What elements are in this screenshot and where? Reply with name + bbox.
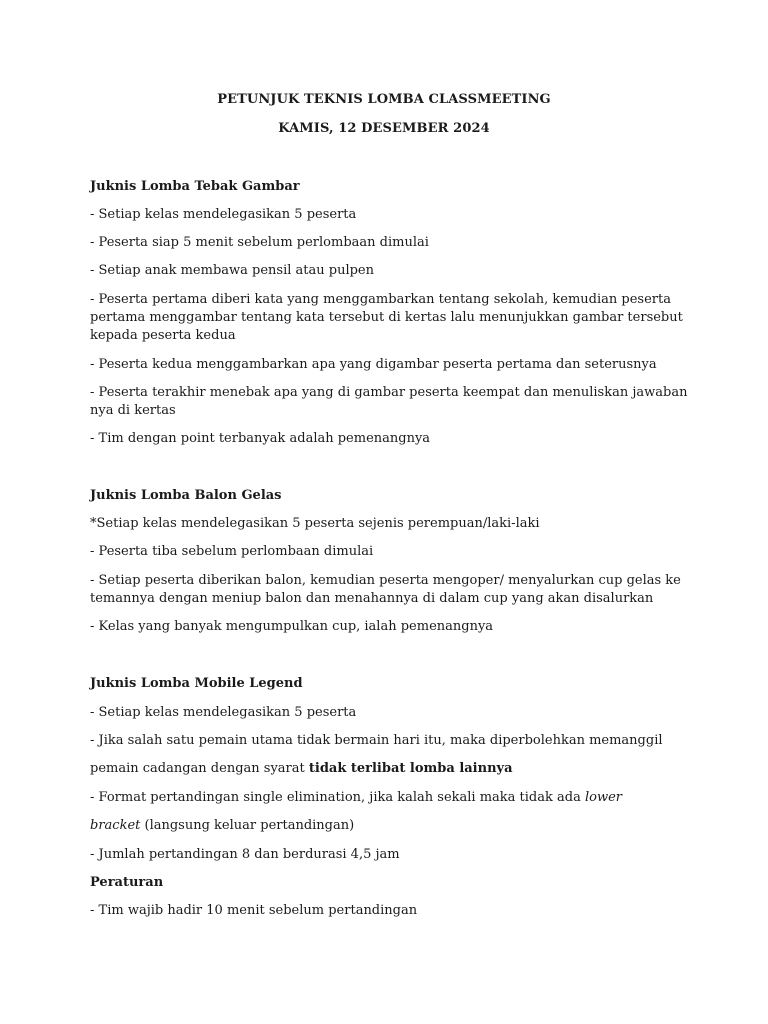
list-item: - Peserta terakhir menebak apa yang di gambar peserta keempat dan menuliskan jawaban nya di kertas <box>90 385 688 418</box>
list-item: - Peserta siap 5 menit sebelum perlombaan dimulai <box>90 235 429 250</box>
list-item: *Setiap kelas mendelegasikan 5 peserta sejenis perempuan/laki-laki <box>90 516 540 531</box>
list-item: - Peserta pertama diberi kata yang menggambarkan tentang sekolah, kemudian peserta pertama menggambar tentang kata tersebut di kertas lalu menunjukkan gambar tersebut kepada peserta kedua <box>90 292 683 343</box>
format-text: - Format pertandingan single elimination, jika kalah sekali maka tidak ada <box>90 790 585 805</box>
list-item: - Peserta tiba sebelum perlombaan dimulai <box>90 544 374 559</box>
list-item: - Jika salah satu pemain utama tidak bermain hari itu, maka diperbolehkan memanggil <box>90 733 663 748</box>
list-item: - Tim wajib hadir 10 menit sebelum pertandingan <box>90 903 418 918</box>
rules-heading: Peraturan <box>90 875 164 890</box>
bracket-italic: bracket <box>90 818 141 833</box>
section-heading: Juknis Lomba Mobile Legend <box>90 676 303 691</box>
format-italic: lower <box>584 790 623 805</box>
document-title: PETUNJUK TEKNIS LOMBA CLASSMEETING <box>217 92 551 107</box>
substitute-text: pemain cadangan dengan syarat <box>90 761 309 776</box>
section-heading: Juknis Lomba Tebak Gambar <box>90 179 300 194</box>
list-item: - Kelas yang banyak mengumpulkan cup, ialah pemenangnya <box>90 619 494 634</box>
bracket-text: (langsung keluar pertandingan) <box>140 818 355 833</box>
list-item: - Setiap peserta diberikan balon, kemudian peserta mengoper/ menyalurkan cup gelas ke temannya dengan meniup balon dan menahannya di dalam cup yang akan disalurkan <box>90 573 681 606</box>
list-item-substitute <box>90 760 690 778</box>
section-heading: Juknis Lomba Balon Gelas <box>90 488 282 503</box>
list-item: - Jumlah pertandingan 8 dan berdurasi 4,5 jam <box>90 847 400 862</box>
substitute-condition: tidak terlibat lomba lainnya <box>308 761 513 776</box>
list-item: - Setiap kelas mendelegasikan 5 peserta <box>90 705 357 720</box>
document-date: KAMIS, 12 DESEMBER 2024 <box>278 121 490 136</box>
list-item-bracket <box>90 817 690 835</box>
list-item: - Tim dengan point terbanyak adalah pemenangnya <box>90 431 431 446</box>
list-item-format <box>90 789 690 807</box>
list-item: - Setiap anak membawa pensil atau pulpen <box>90 263 375 278</box>
list-item: - Setiap kelas mendelegasikan 5 peserta <box>90 207 357 222</box>
list-item: - Peserta kedua menggambarkan apa yang digambar peserta pertama dan seterusnya <box>90 357 657 372</box>
